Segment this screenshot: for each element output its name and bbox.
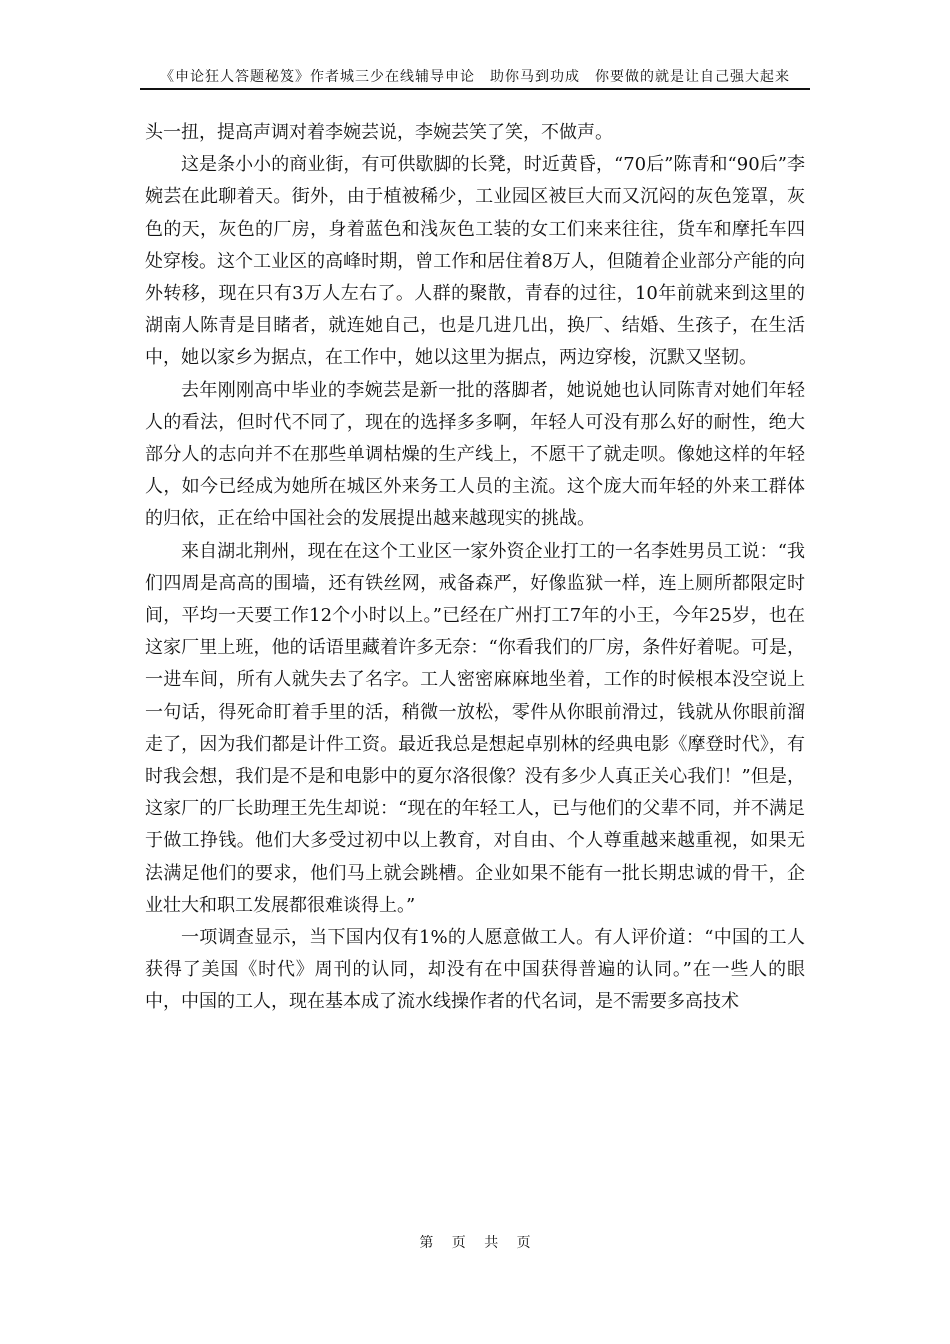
paragraph-continued: 头一扭，提高声调对着李婉芸说，李婉芸笑了笑，不做声。 [145, 122, 613, 143]
paragraph: 一项调查显示，当下国内仅有1%的人愿意做工人。有人评价道：“中国的工人获得了美国《时代》周刊的认同，却没有在中国获得普遍的认同。”在一些人的眼中，中国的工人，现在基本成了流水线操作者的代名词，是不需要多高技术 [145, 927, 805, 1013]
document-body [145, 117, 805, 1019]
paragraph: 这是条小小的商业街，有可供歇脚的长凳，时近黄昏，“70后”陈青和“90后”李婉芸在此聊着天。街外，由于植被稀少，工业园区被巨大而又沉闷的灰色笼罩，灰色的天，灰色的厂房，身着蓝色和浅灰色工装的女工们来来往往，货车和摩托车四处穿梭。这个工业区的高峰时期，曾工作和居住着8万人，但随着企业部分产能的向外转移，现在只有3万人左右了。人群的聚散，青春的过往，10年前就来到这里的湖南人陈青是目睹者，就连她自己，也是几进几出，换厂、结婚、生孩子，在生活中，她以家乡为据点，在工作中，她以这里为据点，两边穿梭，沉默又坚韧。 [145, 154, 805, 369]
page-header: 《申论狂人答题秘笈》作者城三少在线辅导申论 助你马到功成 你要做的就是让自己强大起来 [160, 69, 790, 85]
paragraph: 来自湖北荆州，现在在这个工业区一家外资企业打工的一名李姓男员工说：“我们四周是高高的围墙，还有铁丝网，戒备森严，好像监狱一样，连上厕所都限定时间，平均一天要工作12个小时以上。”已经在广州打工7年的小王，今年25岁，也在这家厂里上班，他的话语里藏着许多无奈：“你看我们的厂房，条件好着呢。可是，一进车间，所有人就失去了名字。工人密密麻麻地坐着，工作的时候根本没空说上一句话，得死命盯着手里的活，稍微一放松，零件从你眼前滑过，钱就从你眼前溜走了，因为我们都是计件工资。最近我总是想起卓别林的经典电影《摩登时代》，有时我会想，我们是不是和电影中的夏尔洛很像？没有多少人真正关心我们！”但是，这家厂的厂长助理王先生却说：“现在的年轻工人，已与他们的父辈不同，并不满足于做工挣钱。他们大多受过初中以上教育，对自由、个人尊重越来越重视，如果无法满足他们的要求，他们马上就会跳槽。企业如果不能有一批长期忠诚的骨干，企业壮大和职工发展都很难谈得上。” [145, 540, 805, 916]
header-divider [140, 88, 810, 90]
paragraph: 去年刚刚高中毕业的李婉芸是新一批的落脚者，她说她也认同陈青对她们年轻人的看法，但时代不同了，现在的选择多多啊，年轻人可没有那么好的耐性，绝大部分人的志向并不在那些单调枯燥的生产线上，不愿干了就走呗。像她这样的年轻人，如今已经成为她所在城区外来务工人员的主流。这个庞大而年轻的外来工群体的归依，正在给中国社会的发展提出越来越现实的挑战。 [145, 379, 805, 530]
page-footer: 第 页 共 页 [419, 1235, 531, 1251]
